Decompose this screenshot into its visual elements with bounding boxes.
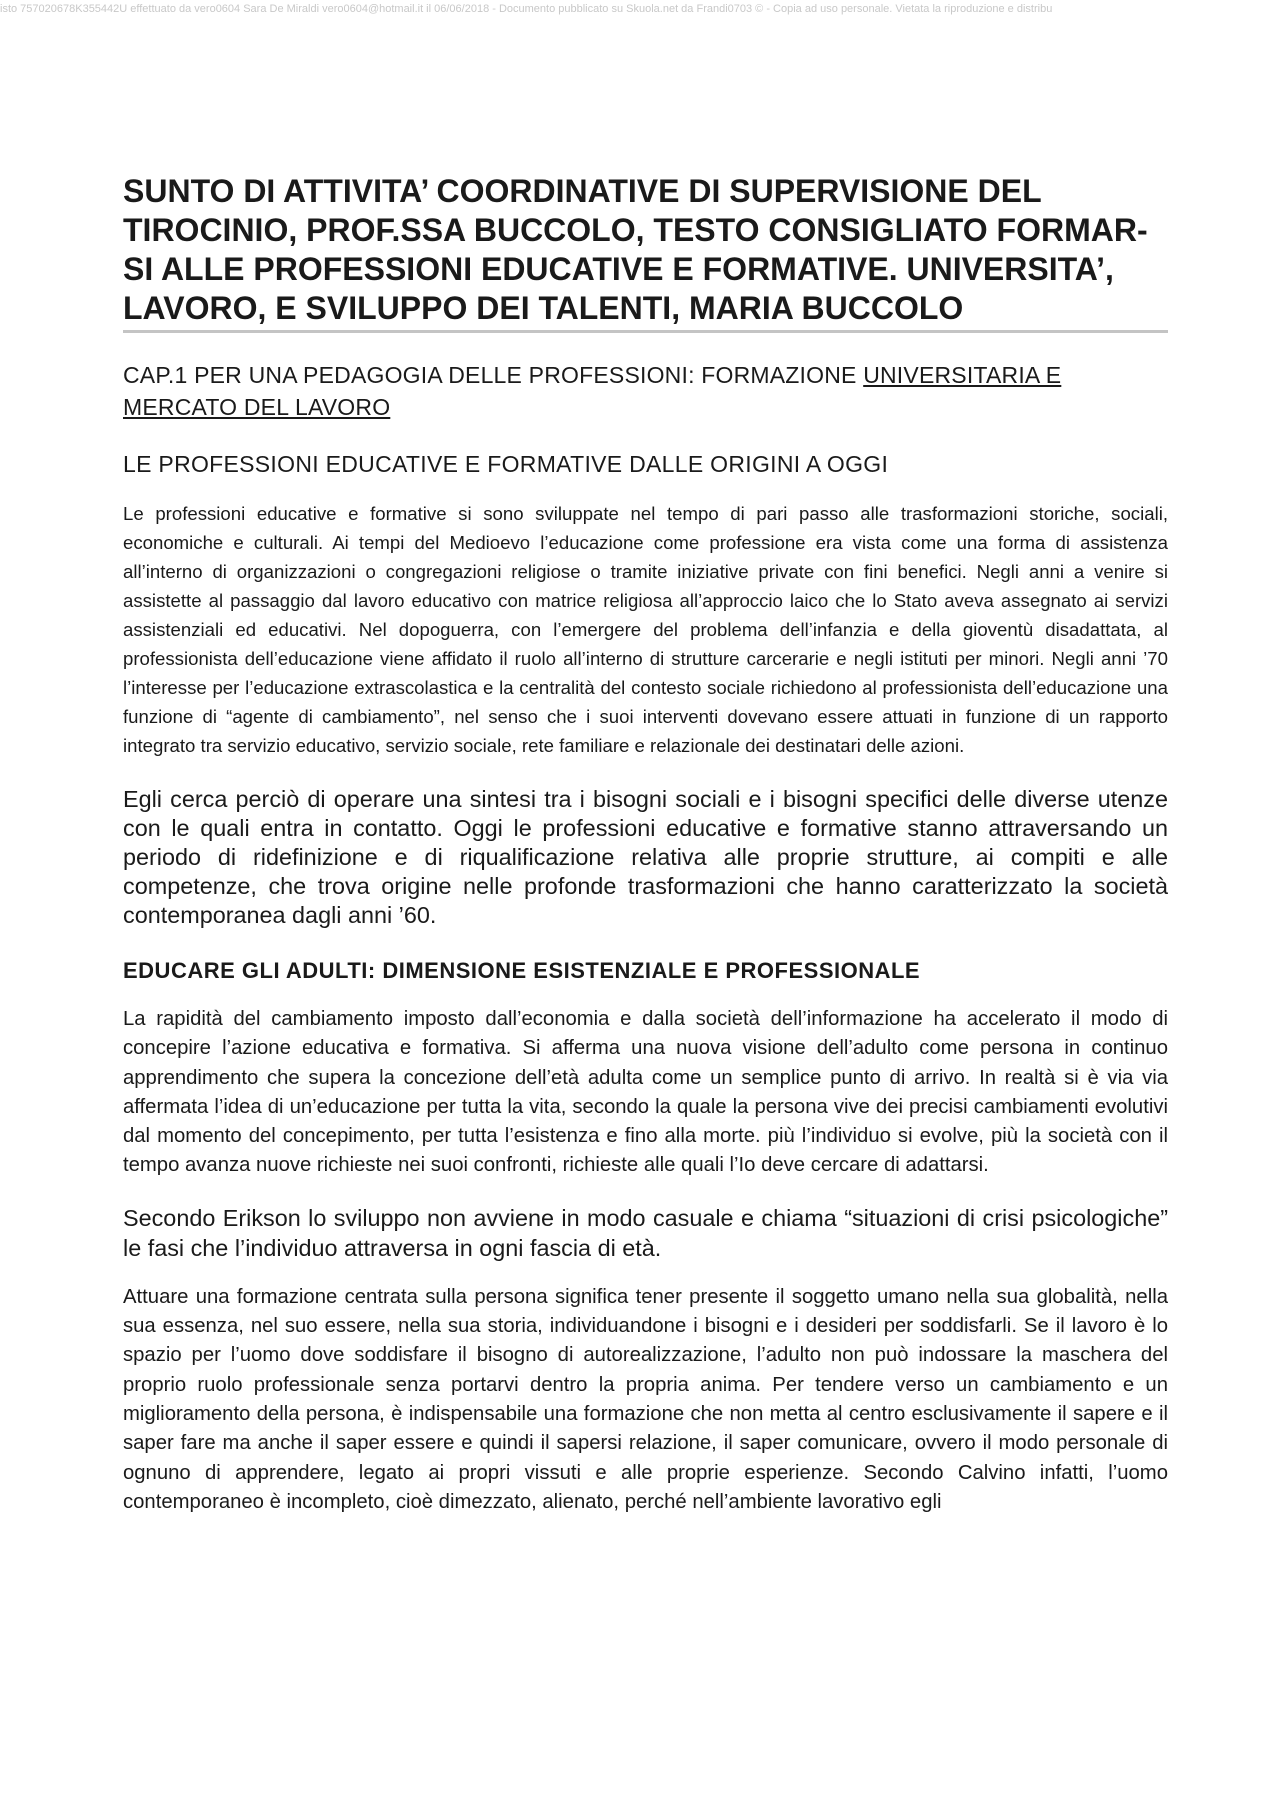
paragraph-person-centered: Attuare una formazione centrata sulla persona significa tener presente il soggetto umano nella sua globalità, nella sua essenza, nel suo essere, nella sua storia, individuandone i bisogni e i desideri per soddisfarli. Se il lavoro è lo spazio per l’uomo dove soddisfare il bisogno di autorealizzazione, l’adulto non può indossare la maschera del proprio ruolo professionale senza portarvi dentro la propria anima. Per tendere verso un cambiamento e un miglioramento della persona, è indispensabile una formazione che non metta al centro esclusivamente il sapere e il saper fare ma anche il saper essere e quindi il sapersi relazione, il saper comunicare, ovvero il modo personale di ognuno di apprendere, legato ai propri vissuti e alle proprie esperienze. Secondo Calvino infatti, l’uomo contemporaneo è incompleto, cioè dimezzato, alienato, perché nell’ambiente lavorativo egli xyxy=(123,1285,1168,1513)
paragraph-origins: Le professioni educative e formative si sono sviluppate nel tempo di pari passo alle trasformazioni storiche, sociali, economiche e culturali. Ai tempi del Medioevo l’educazione come professione era vista come una forma di assistenza all’interno di organizzazioni o congregazioni religiose o tramite iniziative private con fini benefici. Negli anni a venire si assistette al passaggio dal lavoro educativo con matrice religiosa all’approccio laico che lo Stato aveva assegnato ai servizi assistenziali ed educativi. Nel dopoguerra, con l’emergere del problema dell’infanzia e della gioventù disadattata, al professionista dell’educazione viene affidato il ruolo all’interno di strutture carcerarie e negli istituti per minori. Negli anni ’70 l’interesse per l’educazione extrascolastica e la centralità del contesto sociale richiedono al professionista dell’educazione una funzione di “agente di cambiamento”, nel senso che i suoi interventi dovevano essere attuati in funzione di un rapporto integrato tra servizio educativo, servizio sociale, rete familiare e relazionale dei destinatari delle azioni. xyxy=(123,503,1168,756)
document-page xyxy=(123,172,1168,1517)
section-heading-adults: EDUCARE GLI ADULTI: DIMENSIONE ESISTENZIALE E PROFESSIONALE xyxy=(123,958,921,983)
chapter-heading-prefix: CAP.1 PER UNA PEDAGOGIA DELLE PROFESSIONI: FORMAZIONE xyxy=(123,362,864,388)
section-heading-origins: LE PROFESSIONI EDUCATIVE E FORMATIVE DALLE ORIGINI A OGGI xyxy=(123,451,889,477)
paragraph-change: La rapidità del cambiamento imposto dall’economia e dalla società dell’informazione ha accelerato il modo di concepire l’azione educativa e formativa. Si afferma una nuova visione dell’adulto come persona in continuo apprendimento che supera la concezione dell’età adulta come un semplice punto di arrivo. In realtà si è via via affermata l’idea di un’educazione per tutta la vita, secondo la quale la persona vive dei precisi cambiamenti evolutivi dal momento del concepimento, per tutta l’esistenza e fino alla morte. più l’individuo si evolve, più la società con il tempo avanza nuove richieste nei suoi confronti, richieste alle quali l’Io deve cercare di adattarsi. xyxy=(123,1008,1168,1177)
document-title: SUNTO DI ATTIVITA’ COORDINATIVE DI SUPERVISIONE DEL TIROCINIO, PROF.SSA BUCCOLO, TESTO CONSIGLIATO FORMAR-SI ALLE PROFESSIONI EDUCATIVE E FORMATIVE. UNIVERSITA’, LAVORO, E SVILUPPO DEI TALENTI, MARIA BUCCOLO xyxy=(123,172,1168,333)
paragraph-synthesis: Egli cerca perciò di operare una sintesi tra i bisogni sociali e i bisogni specifici delle diverse utenze con le quali entra in contatto. Oggi le professioni educative e formative stanno attraversando un periodo di ridefinizione e di riqualificazione relativa alle proprie strutture, ai compiti e alle competenze, che trova origine nelle profonde trasformazioni che hanno caratterizzato la società contemporanea dagli anni ’60. xyxy=(123,786,1168,928)
chapter-heading xyxy=(123,359,1168,423)
chapter-heading-underlined: UNIVERSITARIA E MERCATO DEL LAVORO xyxy=(123,362,1062,420)
watermark-banner: isto 757020678K355442U effettuato da vero0604 Sara De Miraldi vero0604@hotmail.it il 06/06/2018 - Documento pubblicato su Skuola.net da Frandi0703 © - Copia ad uso personale. Vietata la riproduzione e distribu xyxy=(0,3,1053,15)
paragraph-erikson: Secondo Erikson lo sviluppo non avviene in modo casuale e chiama “situazioni di crisi psicologiche” le fasi che l’individuo attraversa in ogni fascia di età. xyxy=(123,1204,1168,1261)
